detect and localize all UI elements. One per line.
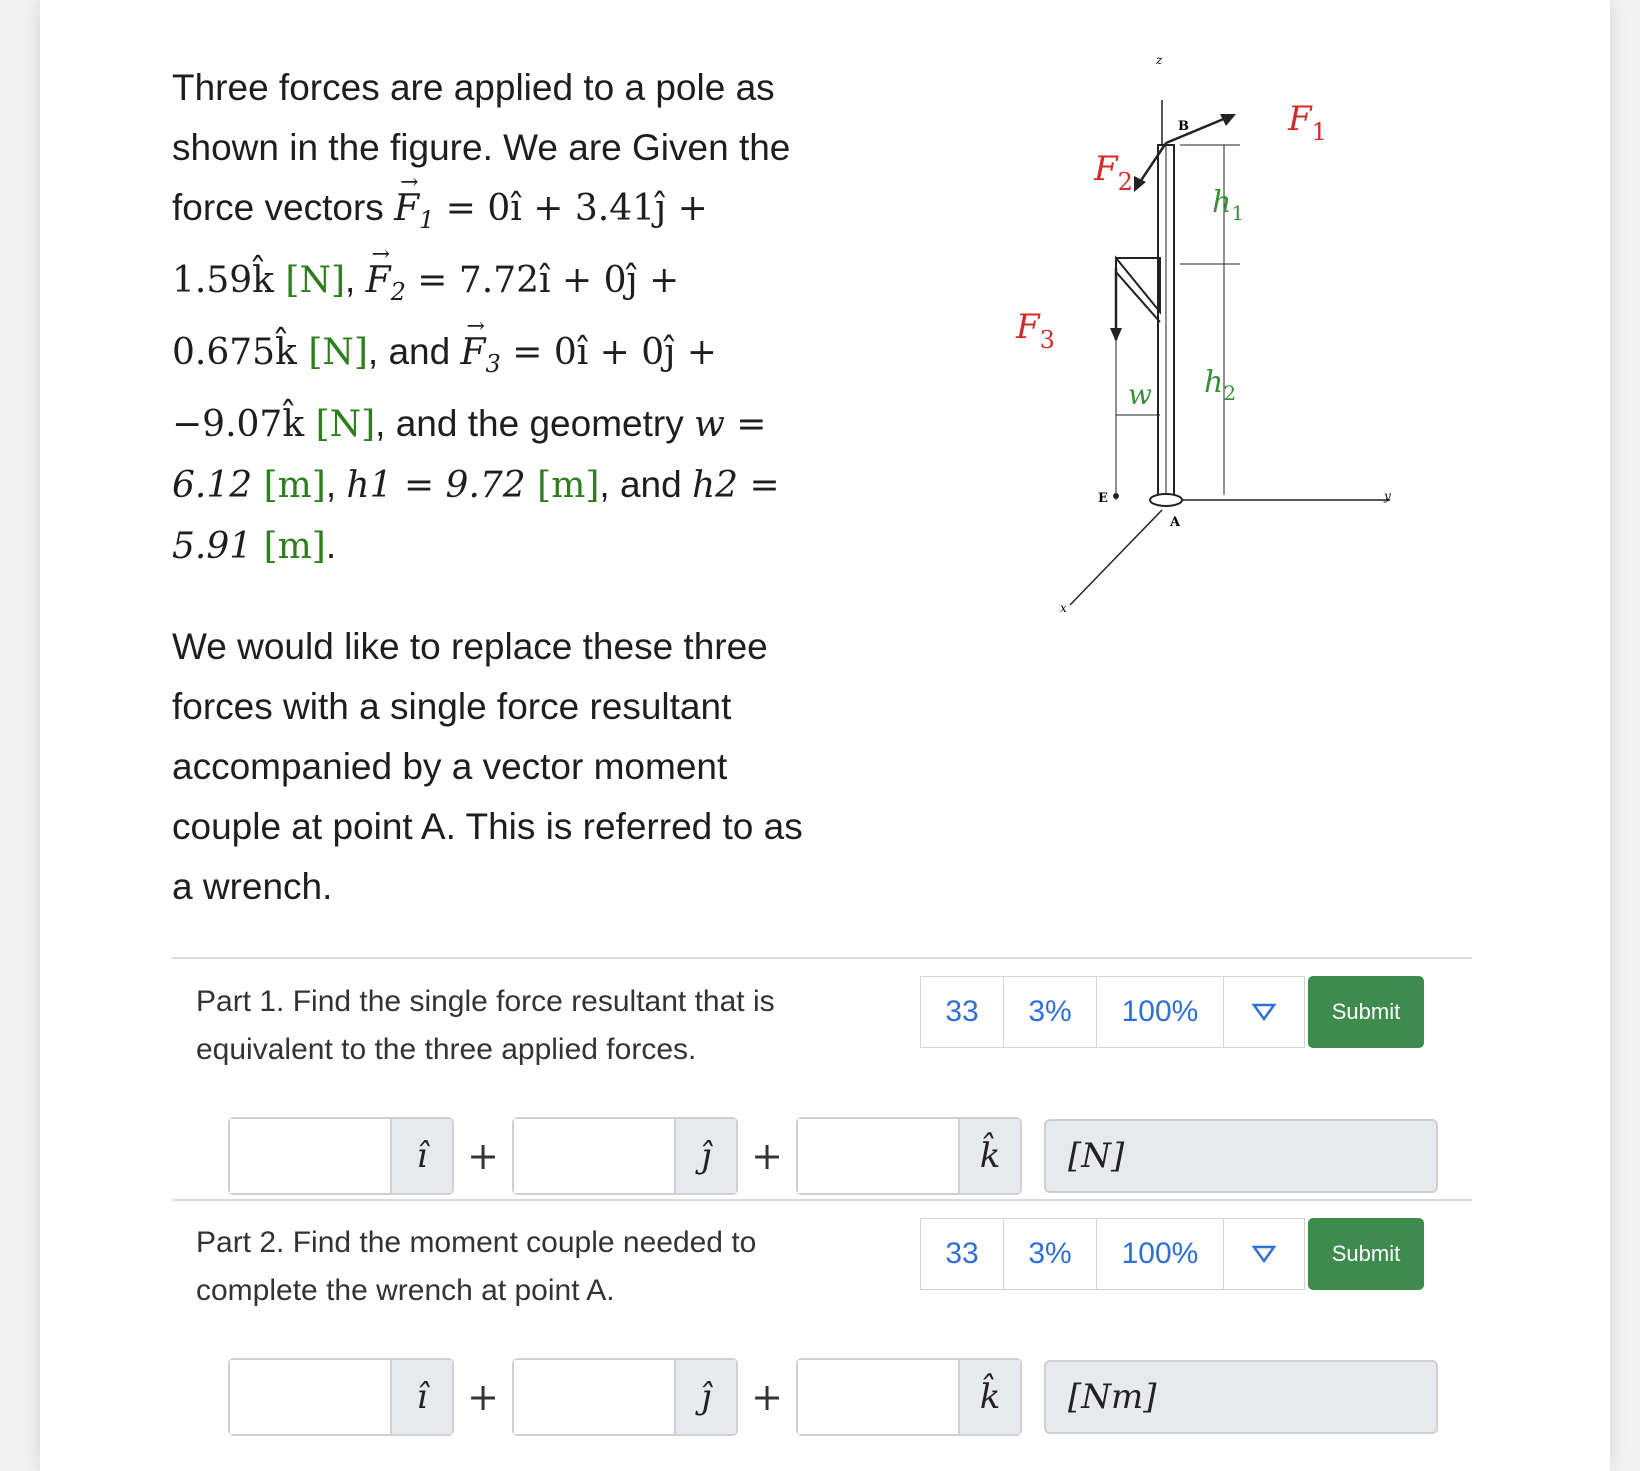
divider: [172, 957, 1472, 959]
label-x: x: [1060, 601, 1067, 615]
question-card: [40, 0, 1610, 1471]
dropdown-toggle[interactable]: [1223, 976, 1305, 1048]
part2-title: Part 2. Find the moment couple needed to complete the wrench at point A.: [196, 1226, 757, 1307]
i-hat-label: î: [390, 1119, 452, 1193]
vector-F1: [394, 179, 434, 250]
unit-m: [m]: [537, 465, 600, 506]
F2-components: = 7.72î + 0ĵ + 0.675k̂: [172, 260, 680, 373]
part2-stats: [920, 1218, 1424, 1290]
h2-value: h2 = 5.91: [172, 465, 780, 567]
plus-sign: +: [751, 1134, 783, 1178]
label-z: z: [1156, 53, 1163, 67]
and-text: , and: [599, 464, 692, 505]
geometry-text: , and the geometry: [375, 403, 694, 444]
label-A: A: [1170, 515, 1181, 530]
part2-answer-row: [228, 1359, 1438, 1435]
plus-sign: +: [467, 1375, 499, 1419]
w-value: w = 6.12: [172, 404, 767, 506]
k-component-input[interactable]: [798, 1119, 958, 1193]
j-component-field: [512, 1117, 738, 1195]
k-component-field: [796, 1117, 1022, 1195]
F3-arrowhead: [1110, 328, 1122, 342]
submit-button[interactable]: Submit: [1308, 1218, 1424, 1290]
problem-text: Three forces are applied to a pole as shown in the figure. We are Given the force vectors: [172, 67, 791, 228]
attempts-count: 33: [920, 976, 1004, 1048]
unit-N: [N]: [315, 404, 376, 445]
F1-subscript: 1: [419, 206, 435, 234]
i-hat-label: î: [390, 1360, 452, 1434]
score-stat: 100%: [1096, 976, 1224, 1048]
unit-N: [N]: [285, 260, 346, 301]
label-h2: $h_2$: [1204, 365, 1237, 405]
part1-stats: [920, 976, 1424, 1048]
j-component-input[interactable]: [514, 1119, 674, 1193]
score-stat: 100%: [1096, 1218, 1224, 1290]
x-axis: [1070, 510, 1162, 605]
part1-title: Part 1. Find the single force resultant that is equivalent to the three applied forces.: [196, 985, 775, 1066]
label-F1: $F_1$: [1288, 99, 1327, 146]
comma: ,: [325, 464, 347, 505]
problem-paragraph-2: We would like to replace these three forces with a single force resultant accompanied by a vector moment couple at point A. This is referred to as a wrench.: [172, 626, 803, 907]
label-F2: $F_2$: [1094, 149, 1133, 196]
triangle-down-icon: [1252, 1245, 1276, 1263]
attempts-count: 33: [920, 1218, 1004, 1290]
period: .: [325, 525, 337, 566]
F1-components: = 0î + 3.41ĵ + 1.59k̂: [172, 188, 708, 301]
problem-paragraph-1: [172, 58, 812, 577]
F2-arrowhead: [1134, 176, 1146, 192]
F3-components: = 0î + 0ĵ + −9.07k̂: [172, 332, 717, 445]
k-component-input[interactable]: [798, 1360, 958, 1434]
triangle-down-icon: [1252, 1003, 1276, 1021]
i-component-field: [228, 1358, 454, 1436]
submit-button[interactable]: Submit: [1308, 976, 1424, 1048]
j-component-field: [512, 1358, 738, 1436]
label-B: B: [1178, 119, 1189, 134]
label-w: w: [1128, 378, 1152, 411]
and-text: , and: [367, 331, 461, 372]
pole-base: [1150, 494, 1182, 506]
bracket: [1116, 258, 1160, 322]
plus-sign: +: [751, 1375, 783, 1419]
F2-subscript: 2: [390, 278, 406, 306]
j-hat-label: ĵ: [674, 1360, 736, 1434]
label-y: y: [1384, 489, 1391, 503]
pole-figure: [1016, 40, 1500, 660]
j-component-input[interactable]: [514, 1360, 674, 1434]
label-E: E: [1098, 491, 1108, 506]
plus-sign: +: [467, 1134, 499, 1178]
unit-label: [Nm]: [1044, 1360, 1438, 1434]
label-h1: $h_1$: [1212, 185, 1245, 225]
dropdown-toggle[interactable]: [1223, 1218, 1305, 1290]
unit-m: [m]: [263, 465, 326, 506]
unit-m: [m]: [263, 526, 326, 567]
F1-symbol: F: [394, 188, 420, 229]
percent-stat: 3%: [1003, 1218, 1097, 1290]
unit-label: [N]: [1044, 1119, 1438, 1193]
percent-stat: 3%: [1003, 976, 1097, 1048]
F3-symbol: F: [460, 332, 486, 373]
label-F3: $F_3$: [1016, 307, 1055, 354]
i-component-input[interactable]: [230, 1360, 390, 1434]
divider: [172, 1199, 1472, 1201]
F3-subscript: 3: [485, 350, 501, 378]
k-component-field: [796, 1358, 1022, 1436]
i-component-input[interactable]: [230, 1119, 390, 1193]
k-hat-label: k̂: [958, 1119, 1020, 1193]
point-E: [1113, 493, 1119, 499]
F2-symbol: F: [365, 260, 391, 301]
j-hat-label: ĵ: [674, 1119, 736, 1193]
unit-N: [N]: [308, 332, 368, 373]
h1-value: h1 = 9.72: [346, 465, 538, 506]
problem-statement: [172, 58, 812, 917]
part1-answer-row: [228, 1118, 1438, 1194]
k-hat-label: k̂: [958, 1360, 1020, 1434]
i-component-field: [228, 1117, 454, 1195]
comma: ,: [345, 259, 366, 300]
F1-arrow: [1166, 118, 1226, 143]
vector-F3: [461, 323, 501, 394]
vector-F2: [366, 251, 406, 322]
